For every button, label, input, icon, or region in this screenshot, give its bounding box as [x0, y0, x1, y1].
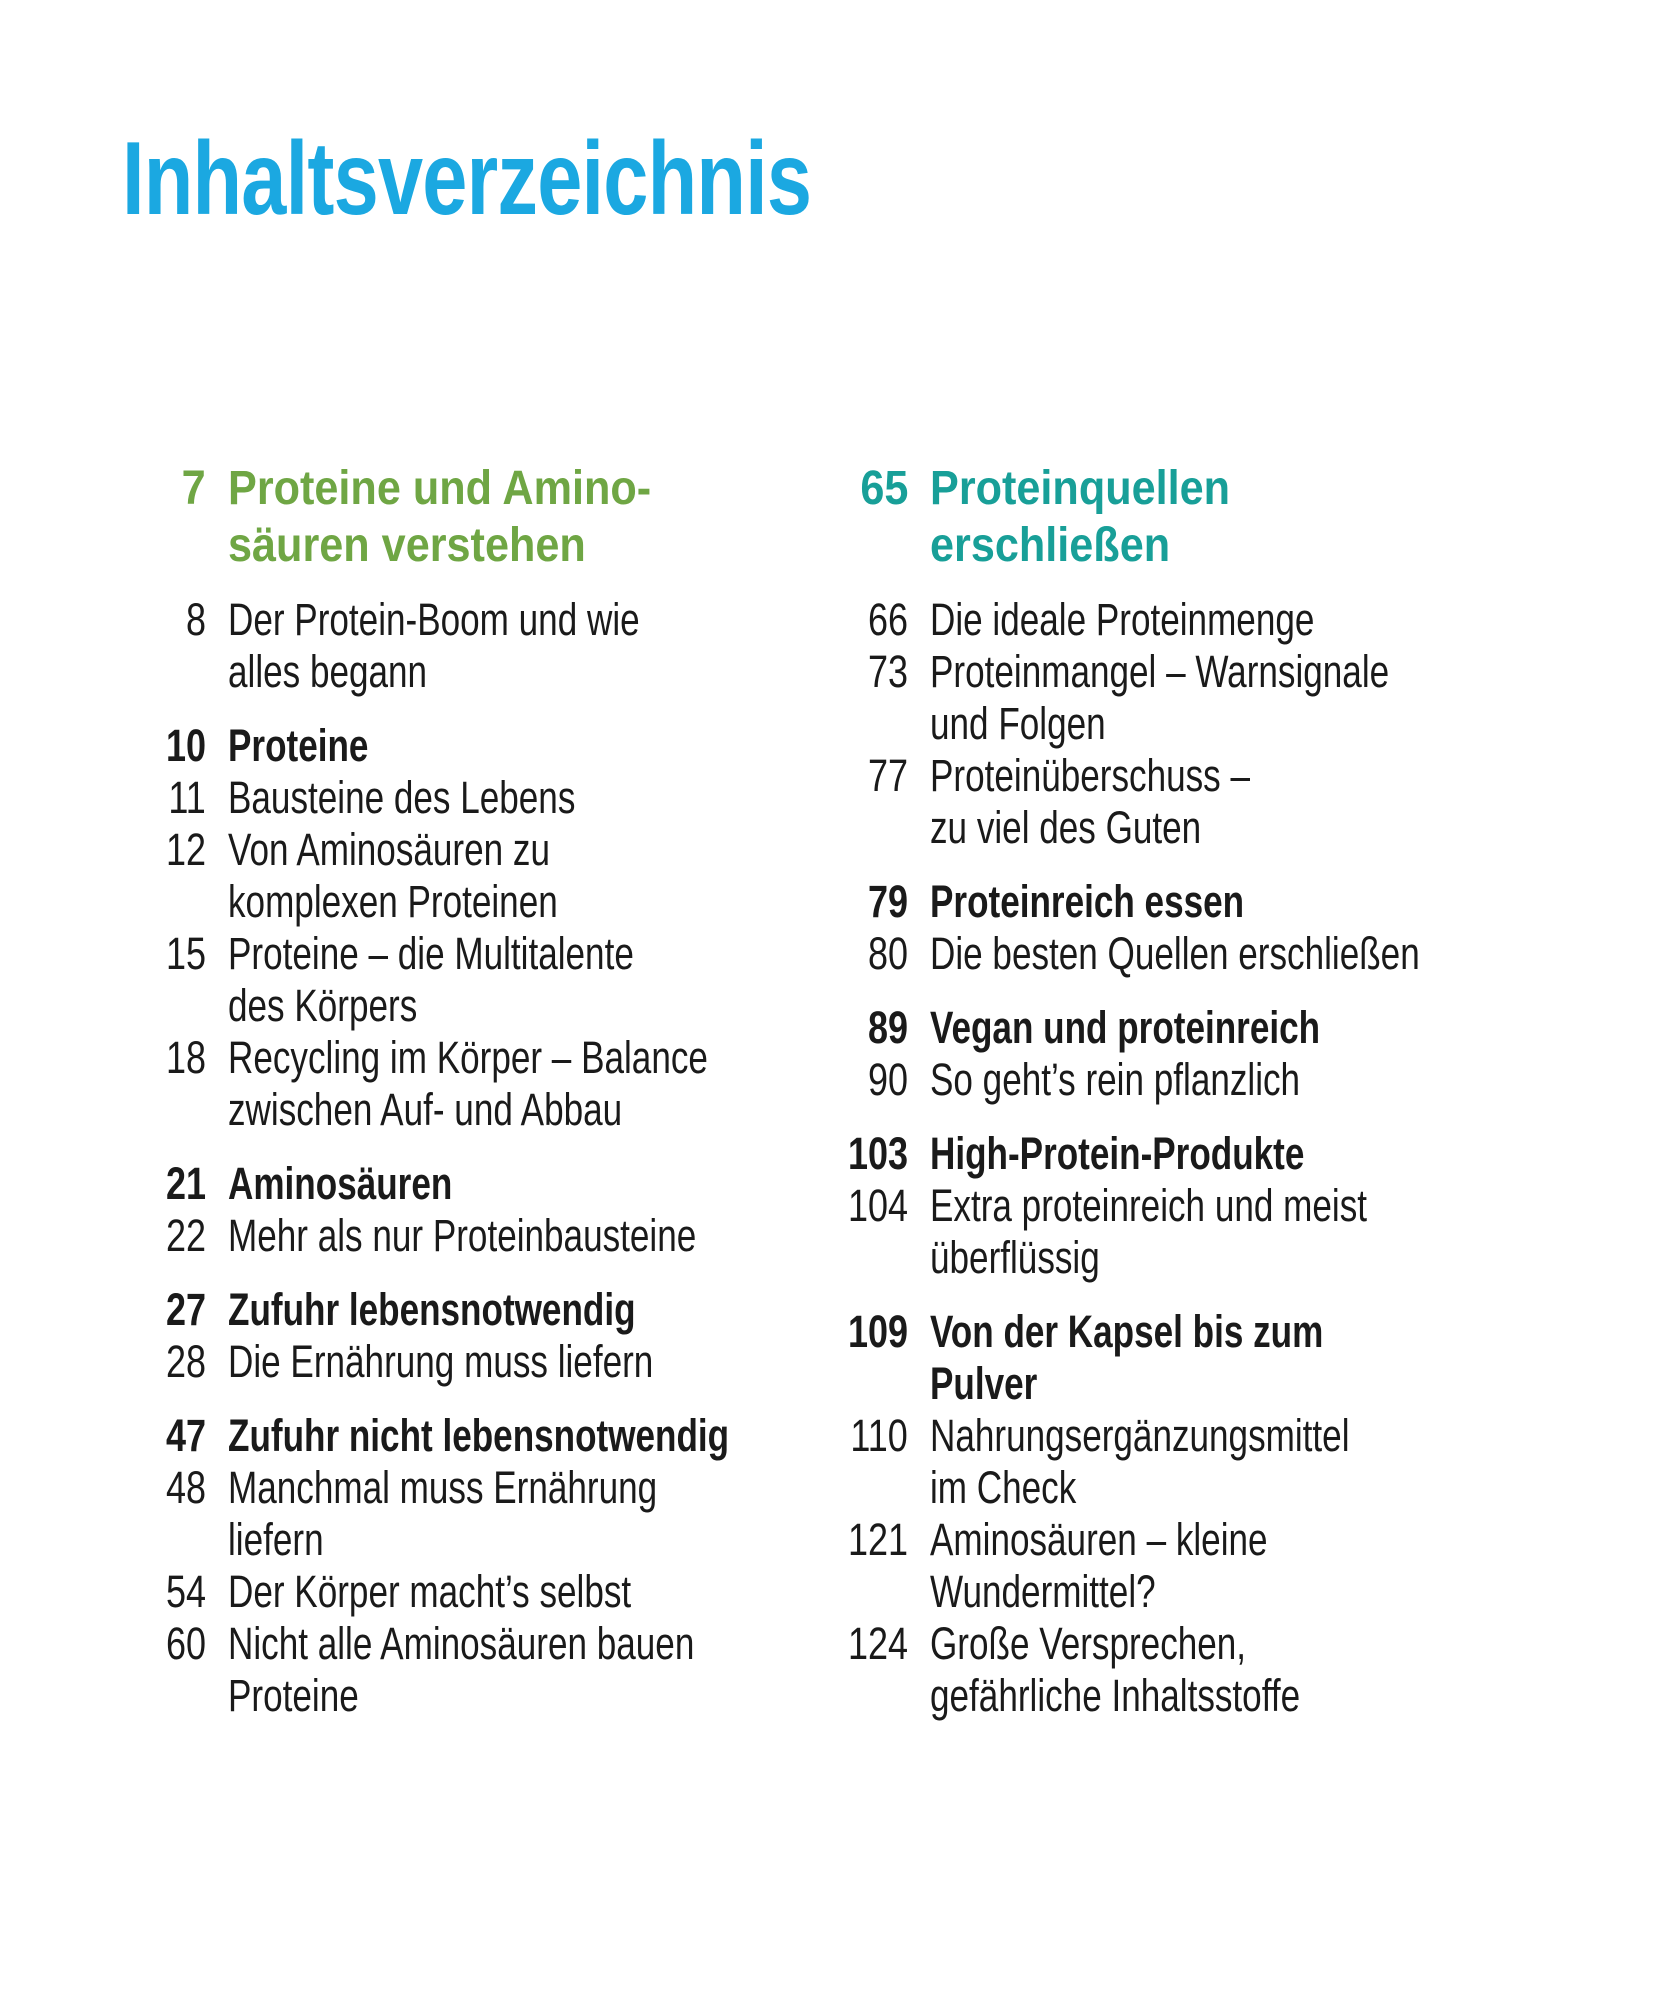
page-number: 90 — [867, 1054, 908, 1105]
toc-entry — [810, 1180, 1570, 1284]
page-number: 47 — [165, 1410, 206, 1461]
page-number: 28 — [165, 1336, 206, 1387]
page-number: 12 — [165, 824, 206, 875]
page-number: 65 — [859, 462, 908, 515]
entry-title: Bausteine des Lebens — [228, 772, 576, 823]
entry-title: Recycling im Körper – Balance zwischen Auf- und Abbau — [228, 1032, 708, 1135]
page-title: Inhaltsverzeichnis — [122, 121, 812, 237]
entry-title: Der Körper macht’s selbst — [228, 1566, 632, 1617]
entry-title: Proteinreich essen — [930, 876, 1245, 927]
page-number: 121 — [847, 1514, 908, 1565]
entry-title: Extra proteinreich und meist überflüssig — [930, 1180, 1368, 1283]
page-number: 124 — [847, 1618, 908, 1669]
entry-title: So geht’s rein pflanzlich — [930, 1054, 1301, 1105]
page-number: 11 — [168, 772, 206, 823]
toc-entry — [810, 750, 1570, 854]
toc-entry — [810, 1128, 1570, 1180]
toc-entry — [120, 1284, 810, 1336]
toc-entry — [810, 876, 1570, 928]
page-number: 109 — [847, 1306, 908, 1357]
toc-entry — [810, 1514, 1570, 1618]
page-number: 104 — [847, 1180, 908, 1231]
toc-entry — [810, 1054, 1570, 1106]
page-number: 27 — [165, 1284, 206, 1335]
entry-title: Die Ernährung muss liefern — [228, 1336, 654, 1387]
page-number: 110 — [850, 1410, 908, 1461]
entry-title: Proteinmangel – Warnsignale und Folgen — [930, 646, 1390, 749]
toc-entry — [120, 1410, 810, 1462]
entry-title: Nicht alle Aminosäuren bauen Proteine — [228, 1618, 695, 1721]
toc-entry — [810, 594, 1570, 646]
page-number: 79 — [867, 876, 908, 927]
page-number: 18 — [165, 1032, 206, 1083]
toc-entry — [120, 772, 810, 824]
page-number: 7 — [181, 462, 206, 515]
chapter-heading — [120, 460, 810, 574]
toc-column-left — [120, 460, 810, 1722]
entry-title: Von Aminosäuren zu komplexen Proteinen — [228, 824, 558, 927]
page-number: 15 — [165, 928, 206, 979]
page-number: 60 — [165, 1618, 206, 1669]
toc-entry — [120, 1618, 810, 1722]
entry-title: Die besten Quellen erschließen — [930, 928, 1420, 979]
toc-entry — [120, 1210, 810, 1262]
entry-title: Zufuhr nicht lebensnotwendig — [228, 1410, 730, 1461]
entry-title: Proteine und Amino- säuren verstehen — [228, 462, 652, 572]
entry-title: High-Protein-Produkte — [930, 1128, 1305, 1179]
entry-title: Aminosäuren – kleine Wundermittel? — [930, 1514, 1268, 1617]
page-number: 54 — [165, 1566, 206, 1617]
toc-entry — [810, 646, 1570, 750]
toc-column-right — [810, 460, 1570, 1722]
page-number: 21 — [165, 1158, 206, 1209]
entry-title: Proteinüberschuss – zu viel des Guten — [930, 750, 1250, 853]
page-number: 77 — [867, 750, 908, 801]
entry-title: Zufuhr lebensnotwendig — [228, 1284, 636, 1335]
entry-title: Große Versprechen, gefährliche Inhaltsstoffe — [930, 1618, 1301, 1721]
toc-entry — [120, 824, 810, 928]
page-number: 8 — [185, 594, 206, 645]
entry-title: Mehr als nur Proteinbausteine — [228, 1210, 697, 1261]
toc-entry — [810, 1410, 1570, 1514]
toc-entry — [120, 1158, 810, 1210]
page-number: 48 — [165, 1462, 206, 1513]
toc-entry — [810, 1618, 1570, 1722]
page-number: 80 — [867, 928, 908, 979]
entry-title: Proteinquellen erschließen — [930, 462, 1231, 572]
entry-title: Proteine – die Multitalente des Körpers — [228, 928, 634, 1031]
page-number: 66 — [867, 594, 908, 645]
chapter-heading — [810, 460, 1570, 574]
toc-entry — [120, 928, 810, 1032]
entry-title: Vegan und proteinreich — [930, 1002, 1321, 1053]
entry-title: Aminosäuren — [228, 1158, 453, 1209]
page-number: 103 — [847, 1128, 908, 1179]
toc-entry — [120, 1462, 810, 1566]
toc-entry — [120, 1336, 810, 1388]
entry-title: Proteine — [228, 720, 369, 771]
entry-title: Die ideale Proteinmenge — [930, 594, 1315, 645]
page-number: 73 — [867, 646, 908, 697]
toc-entry — [810, 1002, 1570, 1054]
page-number: 10 — [165, 720, 206, 771]
entry-title: Nahrungsergänzungsmittel im Check — [930, 1410, 1350, 1513]
page-number: 22 — [165, 1210, 206, 1261]
entry-title: Von der Kapsel bis zum Pulver — [930, 1306, 1324, 1409]
toc-entry — [120, 1032, 810, 1136]
toc-entry — [810, 928, 1570, 980]
entry-title: Der Protein-Boom und wie alles begann — [228, 594, 640, 697]
toc-entry — [810, 1306, 1570, 1410]
entry-title: Manchmal muss Ernährung liefern — [228, 1462, 658, 1565]
toc-entry — [120, 1566, 810, 1618]
page-number: 89 — [867, 1002, 908, 1053]
toc-entry — [120, 594, 810, 698]
toc-entry — [120, 720, 810, 772]
